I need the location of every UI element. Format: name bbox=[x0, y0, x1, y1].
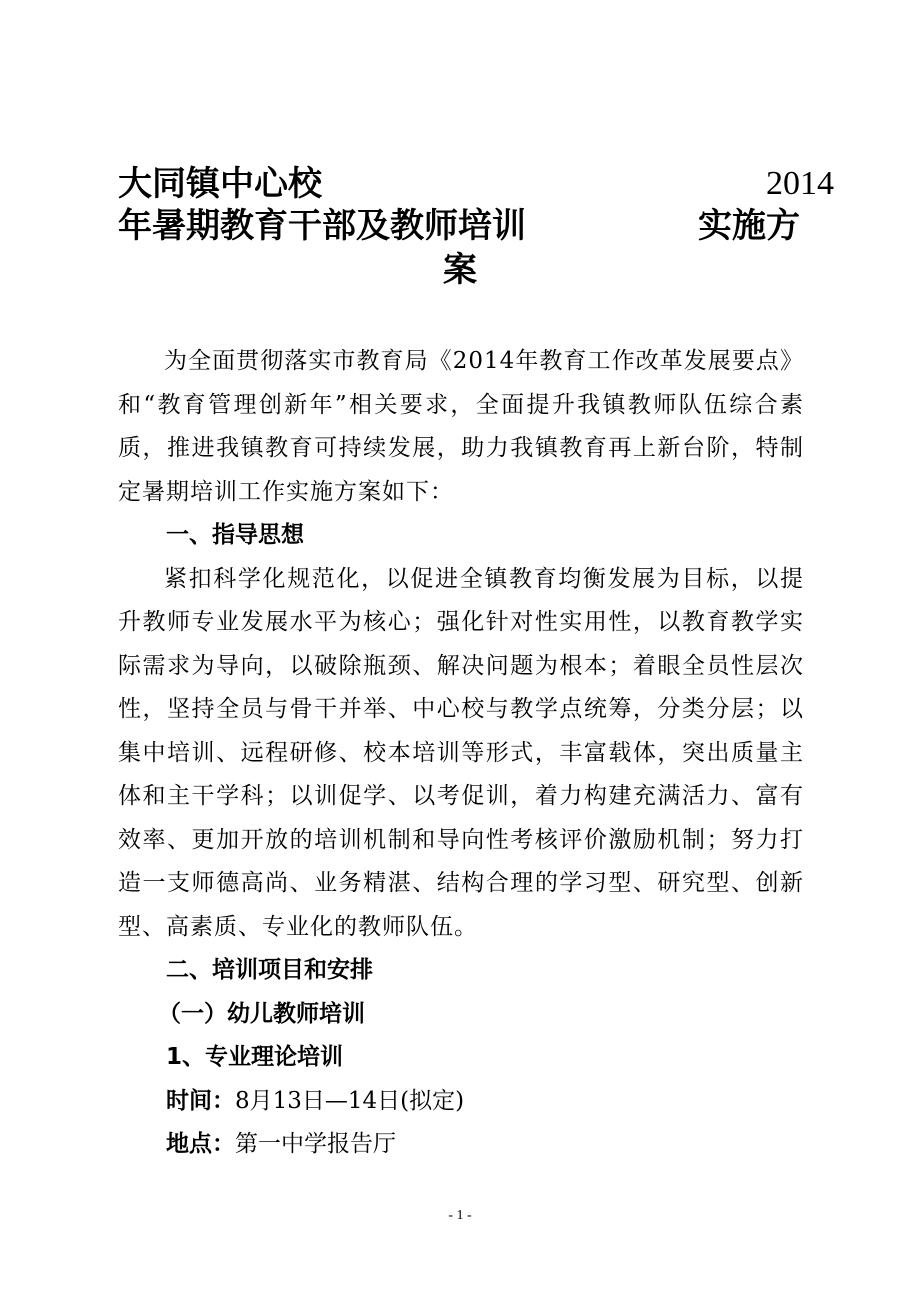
time-label: 时间： bbox=[166, 1087, 235, 1114]
time-line bbox=[118, 1080, 804, 1124]
place-line bbox=[118, 1123, 804, 1167]
intro-paragraph: 为全面贯彻落实市教育局《2014年教育工作改革发展要点》和“教育管理创新年”相关要求，全面提升我镇教师队伍综合素质，推进我镇教育可持续发展，助力我镇教育再上新台阶，特制定暑期培训工作实施方案如下： bbox=[118, 348, 804, 505]
title-line-2-right: 实施方 bbox=[698, 206, 800, 246]
place-label: 地点： bbox=[166, 1131, 235, 1157]
title-line-2-left: 年暑期教育干部及教师培训 bbox=[118, 206, 526, 246]
item-1-heading: 1、专业理论培训 bbox=[166, 1044, 344, 1070]
title-line-1 bbox=[118, 164, 834, 204]
document-body bbox=[118, 340, 804, 1167]
title-line-1-left: 大同镇中心校 bbox=[118, 164, 322, 204]
section-2-heading: 二、培训项目和安排 bbox=[166, 957, 373, 983]
section-1-paragraph: 紧扣科学化规范化，以促进全镇教育均衡发展为目标，以提升教师专业发展水平为核心；强化针对性实用性，以教育教学实际需求为导向，以破除瓶颈、解决问题为根本；着眼全员性层次性，坚持全员与骨干并举、中心校与教学点统筹，分类分层；以集中培训、远程研修、校本培训等形式，丰富载体，突出质量主体和主干学科；以训促学、以考促训，着力构建充满活力、富有效率、更加开放的培训机制和导向性考核评价激励机制；努力打造一支师德高尚、业务精湛、结构合理的学习型、研究型、创新型、高素质、专业化的教师队伍。 bbox=[118, 565, 804, 940]
title-line-2 bbox=[118, 206, 834, 246]
title-line-1-right: 2014 bbox=[766, 165, 834, 202]
time-value: 8月13日—14日(拟定) bbox=[235, 1087, 465, 1114]
title-line-3: 案 bbox=[443, 250, 477, 290]
place-value: 第一中学报告厅 bbox=[235, 1131, 396, 1157]
page-number: - 1 - bbox=[448, 1208, 472, 1223]
section-1-heading: 一、指导思想 bbox=[166, 522, 304, 548]
subsection-1-heading: （一）幼儿教师培训 bbox=[158, 1000, 365, 1027]
